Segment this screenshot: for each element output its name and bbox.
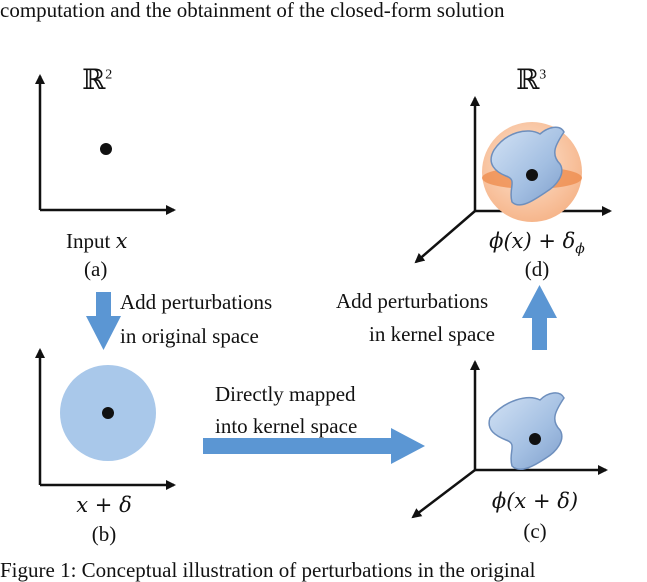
arrow-a-to-b-line2: in original space (120, 324, 259, 348)
panel-d-expression: $\phi(x) + \delta_\phi$ (489, 229, 585, 258)
arrow-a-to-b-line1: Add perturbations (120, 290, 273, 314)
panel-c-tag: (c) (523, 519, 547, 543)
panel-a-space-label: ℝ$^2$ (82, 65, 113, 96)
panel-d-tag: (d) (524, 257, 550, 281)
panel-a-point (100, 143, 112, 155)
paper-text-top: computation and the obtainment of the closed-form solution (0, 0, 505, 22)
arrow-c-to-d-line2: in kernel space (369, 322, 495, 346)
panel-a-axes (40, 76, 174, 210)
panel-b-point (102, 407, 114, 419)
panel-c-point (529, 433, 541, 445)
arrow-a-to-b (86, 292, 121, 350)
panel-b-expression: x + δ (76, 493, 132, 517)
panel-b-axes (40, 350, 174, 485)
arrow-c-to-d (522, 285, 557, 350)
panel-b-tag: (b) (91, 522, 117, 546)
figure-caption: Figure 1: Conceptual illustration of perturbations in the original (0, 558, 536, 582)
panel-a-input-label: Input x (66, 229, 128, 253)
mapped-blob (489, 393, 564, 469)
panel-c-expression: ϕ(x + δ) (491, 489, 579, 513)
panel-d-point (526, 169, 538, 181)
arrow-b-to-c-line2: into kernel space (215, 414, 358, 438)
arrow-b-to-c-line1: Directly mapped (215, 382, 356, 406)
panel-a-tag: (a) (84, 257, 108, 281)
panel-d-space-label: ℝ$^3$ (516, 65, 547, 96)
arrow-c-to-d-line1: Add perturbations (336, 289, 489, 313)
